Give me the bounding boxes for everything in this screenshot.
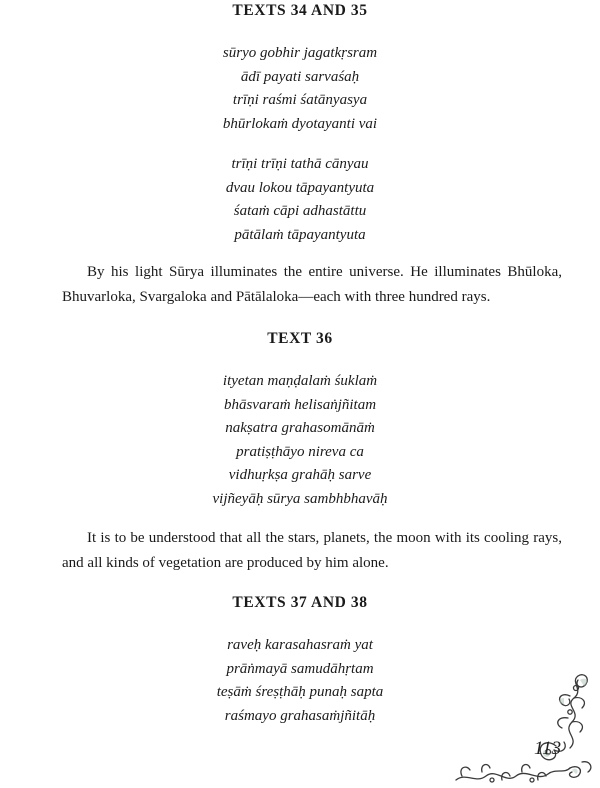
verse-line: sūryo gobhir jagatkṛsram [222, 45, 378, 61]
verse-block-34 [0, 42, 600, 136]
verse-line: trīṇi trīṇi tathā cānyau [231, 156, 369, 172]
verse-line: nakṣatra grahasomānāṁ [225, 420, 375, 436]
verse-line: teṣāṁ śreṣṭhāḥ punaḥ sapta [216, 684, 384, 700]
section-heading-texts-34-35: TEXTS 34 AND 35 [232, 2, 368, 19]
verse-line: vidhuṛkṣa grahāḥ sarve [228, 467, 372, 483]
translation-paragraph: By his light Sūrya illuminates the entire universe. He illuminates Bhūloka, Bhuvarloka, Svargaloka and Pātālaloka—each with three hundred rays. [62, 264, 562, 305]
verse-line: bhāsvaraṁ helisaṅjñitam [223, 396, 377, 413]
verse-line: raveḥ karasahasraṁ yat [227, 637, 373, 653]
verse-line: ityetan maṇḍalaṁ śuklaṁ [222, 373, 378, 389]
verse-line: vijñeyāḥ sūrya sambhbhavāḥ [212, 490, 388, 507]
verse-line: trīṇi raśmi śatānyasya [232, 92, 368, 108]
verse-line: śataṁ cāpi adhastāttu [233, 203, 367, 219]
verse-line: pātālaṁ tāpayantyuta [234, 226, 366, 243]
verse-block-35 [0, 153, 600, 247]
page-number: 113 [534, 738, 562, 759]
verse-line: raśmayo grahasaṁjñitāḥ [224, 707, 376, 724]
floral-corner-ornament-icon [452, 668, 600, 788]
verse-line: ādī payati sarvaśaḥ [240, 68, 360, 85]
section-heading-text-36: TEXT 36 [267, 330, 333, 347]
translation-paragraph: It is to be understood that all the stars, planets, the moon with its cooling rays, and all kinds of vegetation are produced by him alone. [62, 530, 562, 571]
verse-block-36 [0, 370, 600, 511]
verse-line: dvau lokou tāpayantyuta [225, 179, 375, 196]
verse-line: pratiṣṭhāyo nireva ca [236, 443, 364, 460]
verse-line: prāṅmayā samudāhṛtam [226, 660, 374, 677]
verse-line: bhūrlokaṁ dyotayanti vai [222, 115, 378, 132]
section-heading-texts-37-38: TEXTS 37 AND 38 [232, 594, 368, 611]
